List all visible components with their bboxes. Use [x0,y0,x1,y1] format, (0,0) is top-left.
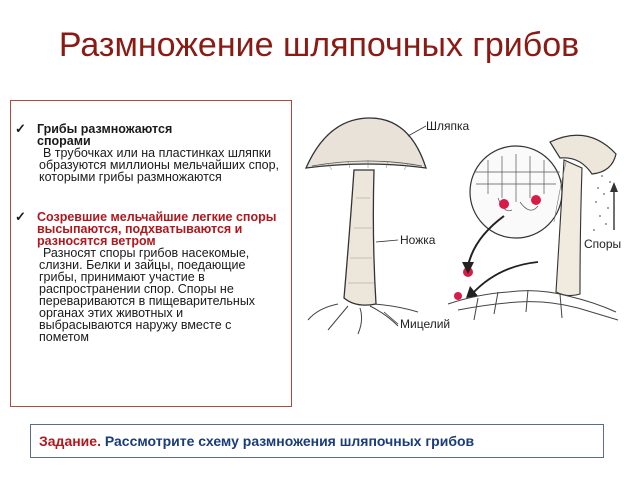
text-panel [10,100,292,407]
mushroom-cap-icon [306,118,426,168]
mushroom-stem-icon [344,170,376,305]
task-text: Рассмотрите схему размножения шляпочных грибов [104,433,475,449]
task-label: Задание. [39,433,101,449]
bullet-1 [15,123,291,183]
cap-label: Шляпка [426,119,470,133]
checkmark-icon: ✓ [15,209,26,224]
page-title: Размножение шляпочных грибов [58,26,580,64]
bullet-2 [15,211,291,343]
mushroom-reproduction-diagram [298,98,632,338]
spores-label: Споры [584,237,622,251]
bullet-1-heading: Грибы размножаются спорами [37,122,173,148]
bullet-1-body: В трубочках или на пластинках шляпки образуются миллионы мельчайших спор, которыми грибы размножаются [39,146,280,184]
spore-icon [499,199,509,209]
checkmark-icon: ✓ [15,121,26,136]
spore-icon [454,292,462,300]
bullet-2-body: Разносят споры грибов насекомые, слизни. Белки и зайцы, поедающие грибы, принимают участие в распространении спор. Споры не перевариваются в пищеварительных органах этих животных и выбрасываются наружу вместе с пометом [39,246,256,344]
mycelium-label: Мицелий [400,317,451,331]
stem-label: Ножка [400,233,436,247]
bullet-2-heading: Созревшие мельчайшие легкие споры высыпаются, подхватываются и разносятся ветром [37,210,277,248]
task-box [30,424,604,458]
spore-icon [531,195,541,205]
